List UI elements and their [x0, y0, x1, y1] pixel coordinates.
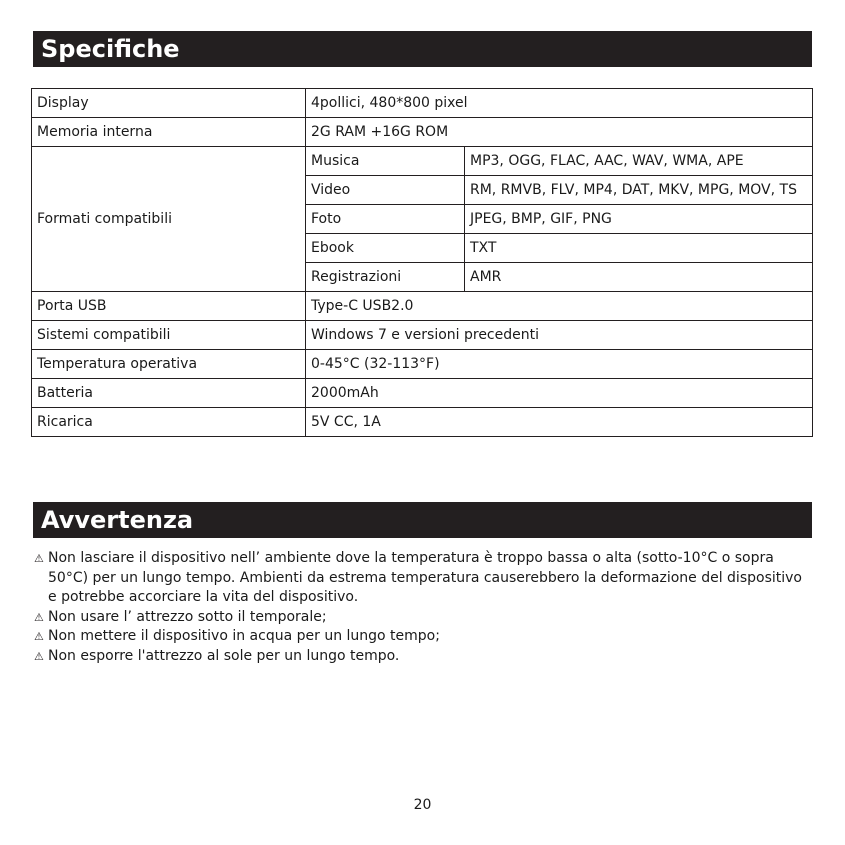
specifications-header: [33, 31, 812, 67]
specifications-table: [31, 88, 813, 437]
table-row-memory: [32, 118, 813, 147]
spec-label: Sistemi compatibili: [32, 321, 306, 350]
warning-triangle-icon: ⚠: [34, 649, 44, 663]
format-value: JPEG, BMP, GIF, PNG: [465, 205, 813, 234]
list-item: [34, 549, 812, 608]
warning-triangle-icon: ⚠: [34, 630, 44, 643]
list-item: [34, 647, 812, 667]
spec-label: Memoria interna: [32, 118, 306, 147]
format-type: Ebook: [306, 234, 465, 263]
page-number: 20: [413, 797, 432, 813]
spec-value: 4pollici, 480*800 pixel: [306, 89, 813, 118]
table-row-systems: [32, 321, 813, 350]
list-item: [34, 627, 812, 647]
format-value: TXT: [465, 234, 813, 263]
warning-title: Avvertenza: [41, 506, 194, 534]
spec-value: 2G RAM +16G ROM: [306, 118, 813, 147]
spec-label: Porta USB: [32, 292, 306, 321]
spec-value: 2000mAh: [306, 379, 813, 408]
format-value: MP3, OGG, FLAC, AAC, WAV, WMA, APE: [465, 147, 813, 176]
format-type: Foto: [306, 205, 465, 234]
spec-label: Batteria: [32, 379, 306, 408]
spec-label: Display: [32, 89, 306, 118]
spec-label: Ricarica: [32, 408, 306, 437]
table-row-battery: [32, 379, 813, 408]
format-type: Registrazioni: [306, 263, 465, 292]
table-row-usb: [32, 292, 813, 321]
specifications-title: Specifiche: [41, 35, 180, 63]
warning-text: Non usare l’ attrezzo sotto il temporale;: [48, 608, 327, 625]
format-value: RM, RMVB, FLV, MP4, DAT, MKV, MPG, MOV, TS: [465, 176, 813, 205]
warning-text: Non esporre l'attrezzo al sole per un lungo tempo.: [48, 647, 400, 664]
spec-label: Temperatura operativa: [32, 350, 306, 379]
warning-text: Non mettere il dispositivo in acqua per un lungo tempo;: [48, 628, 440, 644]
warning-list: [34, 549, 812, 666]
table-row-display: [32, 89, 813, 118]
spec-value: 5V CC, 1A: [306, 408, 813, 437]
warning-text: Non lasciare il dispositivo nell’ ambiente dove la temperatura è troppo bassa o alta (sotto-10°C o sopra 50°C) per un lungo tempo. Ambienti da estrema temperatura causerebbero la deformazione del dispositivo e potrebbe accorciare la vita del dispositivo.: [48, 550, 802, 605]
spec-value: Type-C USB2.0: [306, 292, 813, 321]
spec-value: 0-45°C (32-113°F): [306, 350, 813, 379]
spec-value: Windows 7 e versioni precedenti: [306, 321, 813, 350]
warning-triangle-icon: ⚠: [34, 610, 44, 624]
table-row-temperature: [32, 350, 813, 379]
warning-triangle-icon: ⚠: [34, 552, 44, 565]
table-row-charging: [32, 408, 813, 437]
table-row-format-music: [32, 147, 813, 176]
list-item: [34, 608, 812, 628]
format-value: AMR: [465, 263, 813, 292]
format-type: Video: [306, 176, 465, 205]
spec-label: Formati compatibili: [32, 147, 306, 292]
format-type: Musica: [306, 147, 465, 176]
warning-header: [33, 502, 812, 538]
